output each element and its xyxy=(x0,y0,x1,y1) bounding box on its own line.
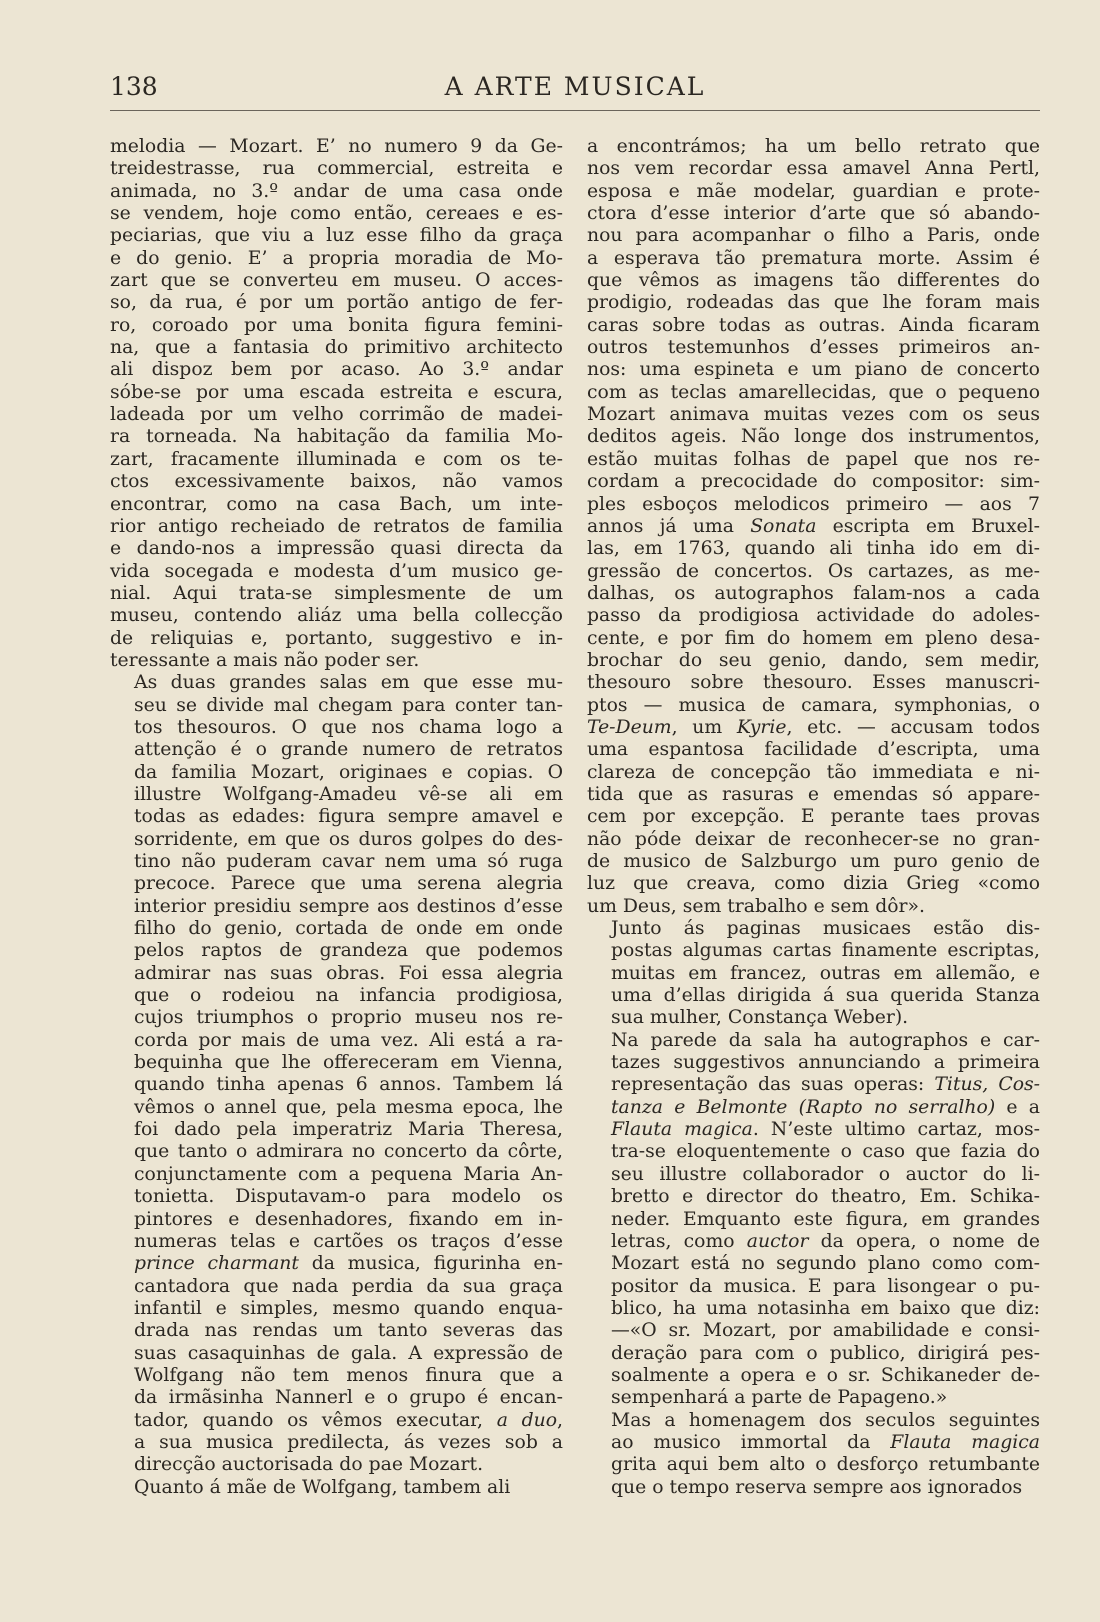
text-line xyxy=(110,717,563,739)
text-line xyxy=(587,1030,1040,1052)
text-run: um Deus, sem trabalho e sem dôr». xyxy=(587,895,925,917)
text-run: e do genio. E’ a propria moradia de Mo- xyxy=(110,247,563,269)
text-run: numeras telas e cartões os traços d’esse xyxy=(134,1230,563,1252)
text-line xyxy=(110,1343,563,1365)
text-line xyxy=(587,873,1040,895)
text-run: a encontrámos; ha um bello retrato que xyxy=(587,136,1040,157)
text-run: ali dispoz bem por acaso. Ao 3.º andar xyxy=(110,359,563,381)
text-line xyxy=(587,1052,1040,1074)
text-run: se vendem, hoje como então, cereaes e es- xyxy=(110,203,563,225)
text-line xyxy=(587,337,1040,359)
text-run: brochar do seu genio, dando, sem medir, xyxy=(587,649,1040,671)
text-line xyxy=(587,650,1040,672)
text-line xyxy=(110,516,563,538)
italic-text: prince charmant xyxy=(134,1253,299,1275)
text-run: nou para acompanhar o filho a Paris, onde xyxy=(587,225,1040,247)
text-line xyxy=(587,784,1040,806)
text-line xyxy=(110,918,563,940)
text-line xyxy=(110,382,563,404)
right-column xyxy=(587,136,1040,1499)
text-run: ao musico immortal da xyxy=(611,1431,891,1453)
text-line xyxy=(587,181,1040,203)
text-line xyxy=(110,1007,563,1029)
text-line xyxy=(110,1387,563,1409)
text-line xyxy=(110,181,563,203)
text-run: ra torneada. Na habitação da familia Mo- xyxy=(110,426,563,448)
italic-text: a duo xyxy=(496,1409,558,1431)
text-run: e a xyxy=(995,1096,1040,1118)
text-line xyxy=(110,1253,563,1275)
text-line xyxy=(110,628,563,650)
text-line xyxy=(110,225,563,247)
paragraph xyxy=(587,918,1040,1030)
text-run: pelos raptos de grandeza que podemos xyxy=(134,940,563,962)
header-rule xyxy=(110,110,1040,111)
text-run: tonietta. Disputavam-o para modelo os xyxy=(134,1186,563,1208)
text-run: Wolfgang não tem menos finura que a xyxy=(134,1364,563,1386)
text-line xyxy=(110,1320,563,1342)
text-run: seu se divide mal chegam para conter tan- xyxy=(134,694,563,716)
text-run: tino não puderam cavar nem uma só ruga xyxy=(134,851,563,872)
text-run: sempenhará a parte de Papageno.» xyxy=(611,1387,948,1409)
text-line xyxy=(110,1097,563,1119)
text-run: clareza de concepção tão immediata e ni- xyxy=(587,761,1040,783)
text-line xyxy=(110,829,563,851)
italic-text: tanza e Belmonte (Rapto no serralho) xyxy=(611,1096,996,1118)
text-run: foi dado pela imperatriz Maria Theresa, xyxy=(134,1119,563,1141)
text-line xyxy=(587,494,1040,516)
paragraph xyxy=(587,1410,1040,1499)
text-run: Mas a homenagem dos seculos seguintes xyxy=(611,1409,1040,1431)
paragraph xyxy=(110,672,563,1476)
text-line xyxy=(110,1186,563,1208)
text-run: grita aqui bem alto o desforço retumbante xyxy=(611,1454,1040,1476)
text-line xyxy=(587,292,1040,314)
text-run: ctora d’esse interior d’arte que só abando- xyxy=(587,203,1040,225)
text-line xyxy=(110,1052,563,1074)
text-run: estão muitas folhas de papel que nos re- xyxy=(587,448,1040,470)
text-run: Na parede da sala ha autographos e car- xyxy=(611,1029,1040,1051)
text-run: cujos triumphos o proprio museu nos re- xyxy=(134,1007,563,1029)
text-line xyxy=(587,605,1040,627)
text-run: da familia Mozart, originaes e copias. O xyxy=(134,761,563,783)
text-line xyxy=(110,896,563,918)
text-run: gressão de concertos. Os cartazes, as me- xyxy=(587,560,1040,582)
text-line xyxy=(110,292,563,314)
text-line xyxy=(110,136,563,158)
text-line xyxy=(587,806,1040,828)
text-run: —«O sr. Mozart, por amabilidade e consi- xyxy=(611,1320,1040,1342)
text-line xyxy=(110,1141,563,1163)
text-run: nial. Aqui trata-se simplesmente de um xyxy=(110,582,563,604)
text-line xyxy=(587,583,1040,605)
text-line xyxy=(110,806,563,828)
text-run: blico, ha uma notasinha em baixo que diz: xyxy=(611,1297,1040,1319)
text-line xyxy=(587,315,1040,337)
text-line xyxy=(587,1097,1040,1119)
text-run: thesouro sobre thesouro. Esses manuscri- xyxy=(587,672,1040,694)
text-line xyxy=(587,1320,1040,1342)
text-line xyxy=(110,337,563,359)
text-run: que tanto o admirara no concerto da côrte, xyxy=(134,1141,563,1163)
text-line xyxy=(587,1007,1040,1029)
text-run: peciarias, que viu a luz esse filho da graça xyxy=(110,225,563,247)
text-run: drada nas rendas um tanto severas das xyxy=(134,1320,563,1342)
text-line xyxy=(587,471,1040,493)
text-run: Mozart animava muitas vezes com os seus xyxy=(587,404,1040,426)
text-run: da opera, o nome de xyxy=(808,1230,1040,1252)
text-run: direcção auctorisada do pae Mozart. xyxy=(134,1454,484,1476)
text-run: illustre Wolfgang-Amadeu vê-se ali em xyxy=(134,783,563,805)
text-run: soalmente a opera e o sr. Schikaneder de- xyxy=(611,1364,1040,1386)
text-line xyxy=(110,203,563,225)
text-line xyxy=(110,1030,563,1052)
text-line xyxy=(587,1410,1040,1432)
text-run: rior antigo recheiado de retratos de familia xyxy=(110,515,563,537)
italic-text: Kyrie xyxy=(736,716,787,738)
text-run: que o tempo reserva sempre aos ignorados xyxy=(611,1476,1023,1498)
text-line xyxy=(110,426,563,448)
text-line xyxy=(587,1209,1040,1231)
text-run: Mozart está no segundo plano como com- xyxy=(611,1253,1040,1275)
text-line xyxy=(110,158,563,180)
text-line xyxy=(587,672,1040,694)
text-run: sorridente, em que os duros golpes do des- xyxy=(134,828,563,850)
text-line xyxy=(587,1432,1040,1454)
text-line xyxy=(587,896,1040,918)
text-run: uma d’ellas dirigida á sua querida Stanza xyxy=(611,985,1040,1007)
text-run: admirar nas suas obras. Foi essa alegria xyxy=(134,962,563,984)
italic-text: Te-Deum xyxy=(587,716,672,738)
text-line xyxy=(587,248,1040,270)
text-line xyxy=(110,315,563,337)
text-run: vida socegada e modesta d’um musico ge- xyxy=(110,560,563,582)
text-run: teressante a mais não poder ser. xyxy=(110,649,420,671)
text-line xyxy=(587,1298,1040,1320)
text-run: Quanto á mãe de Wolfgang, tambem ali xyxy=(134,1476,511,1498)
text-run: uma espantosa facilidade d’escripta, uma xyxy=(587,739,1040,761)
paragraph xyxy=(587,136,1040,918)
paragraph xyxy=(110,136,563,672)
text-run: escripta em Bruxel- xyxy=(816,515,1041,537)
text-run: conjunctamente com a pequena Maria An- xyxy=(134,1163,563,1185)
text-run: vêmos o annel que, pela mesma epoca, lhe xyxy=(134,1096,563,1118)
text-run: positor da musica. E para lisongear o pu- xyxy=(611,1275,1040,1297)
text-line xyxy=(587,382,1040,404)
text-line xyxy=(587,695,1040,717)
text-run: sóbe-se por uma escada estreita e escura, xyxy=(110,381,563,403)
text-line xyxy=(110,605,563,627)
text-run: pintores e desenhadores, fixando em in- xyxy=(134,1208,563,1230)
text-run: attenção é o grande numero de retratos xyxy=(134,739,563,761)
text-run: deração para com o publico, dirigirá pes- xyxy=(611,1342,1040,1364)
text-line xyxy=(110,985,563,1007)
text-run: a sua musica predilecta, ás vezes sob a xyxy=(134,1431,563,1453)
text-line xyxy=(587,1365,1040,1387)
text-line xyxy=(587,1454,1040,1476)
text-run: annos já uma xyxy=(587,515,751,537)
text-line xyxy=(587,739,1040,761)
text-line xyxy=(110,940,563,962)
text-run: e dando-nos a impressão quasi directa da xyxy=(110,538,563,560)
text-line xyxy=(110,851,563,873)
text-run: cordam a precocidade do compositor: sim- xyxy=(587,471,1040,493)
paragraph xyxy=(587,1030,1040,1410)
italic-text: auctor xyxy=(746,1230,809,1252)
text-line xyxy=(587,963,1040,985)
text-line xyxy=(110,1209,563,1231)
text-line xyxy=(587,561,1040,583)
text-run: caras sobre todas as outras. Ainda ficaram xyxy=(587,314,1040,336)
text-line xyxy=(110,583,563,605)
text-run: representação das suas operas: xyxy=(611,1074,935,1096)
text-line xyxy=(587,762,1040,784)
text-line xyxy=(587,225,1040,247)
text-line xyxy=(110,1276,563,1298)
text-run: seu illustre collaborador o auctor do li- xyxy=(611,1163,1040,1185)
text-run: filho do genio, cortada de onde em onde xyxy=(134,918,563,940)
text-line xyxy=(587,1186,1040,1208)
text-line xyxy=(587,717,1040,739)
text-line xyxy=(587,1343,1040,1365)
text-run: corda por mais de uma vez. Ali está a ra- xyxy=(134,1029,563,1051)
text-run: museu, contendo aliáz uma bella collecção xyxy=(110,605,563,627)
text-line xyxy=(587,851,1040,873)
text-run: todas as edades: figura sempre amavel e xyxy=(134,806,563,828)
text-line xyxy=(587,538,1040,560)
text-line xyxy=(587,985,1040,1007)
text-line xyxy=(587,1119,1040,1141)
text-run: muitas em francez, outras em allemão, e xyxy=(611,962,1040,984)
text-run: Junto ás paginas musicaes estão dis- xyxy=(611,918,1040,940)
text-run: animada, no 3.º andar de uma casa onde xyxy=(110,180,563,202)
text-line xyxy=(587,426,1040,448)
text-line xyxy=(110,1298,563,1320)
text-line xyxy=(110,1410,563,1432)
text-run: que o rodeiou na infancia prodigiosa, xyxy=(134,985,563,1007)
italic-text: Flauta magica xyxy=(890,1431,1040,1453)
text-run: de musico de Salzburgo um puro genio de xyxy=(587,851,1040,872)
text-line xyxy=(587,829,1040,851)
text-run: melodia — Mozart. E’ no numero 9 da Ge- xyxy=(110,136,563,157)
text-run: sua mulher, Constança Weber). xyxy=(611,1007,909,1029)
paragraph xyxy=(110,1477,563,1499)
text-run: de reliquias e, portanto, suggestivo e in- xyxy=(110,627,563,649)
text-line xyxy=(110,784,563,806)
text-line xyxy=(110,404,563,426)
running-header xyxy=(110,72,1040,106)
text-line xyxy=(110,1432,563,1454)
text-line xyxy=(110,1477,563,1499)
text-line xyxy=(110,873,563,895)
text-line xyxy=(587,1164,1040,1186)
text-run: las, em 1763, quando ali tinha ido em di- xyxy=(587,538,1040,560)
text-line xyxy=(587,136,1040,158)
text-run: precoce. Parece que uma serena alegria xyxy=(134,873,563,895)
italic-text: Titus, Cos- xyxy=(934,1074,1040,1096)
text-run: não póde deixar de reconhecer-se no gran- xyxy=(587,828,1040,850)
text-run: , xyxy=(557,1409,563,1431)
text-run: a esperava tão prematura morte. Assim é xyxy=(587,247,1040,269)
left-column xyxy=(110,136,563,1499)
text-run: prodigio, rodeadas das que lhe foram mais xyxy=(587,292,1040,314)
text-run: so, da rua, é por um portão antigo de fer- xyxy=(110,292,563,314)
italic-text: Sonata xyxy=(750,515,817,537)
text-run: passo da prodigiosa actividade do adoles- xyxy=(587,605,1040,627)
text-run: nos: uma espineta e um piano de concerto xyxy=(587,359,1040,381)
text-run: ctos excessivamente baixos, não vamos xyxy=(110,471,563,493)
text-line xyxy=(110,739,563,761)
text-line xyxy=(587,1477,1040,1499)
text-line xyxy=(587,158,1040,180)
text-run: , um xyxy=(671,716,737,738)
text-line xyxy=(110,1365,563,1387)
text-run: , etc. — accusam todos xyxy=(786,716,1040,738)
text-run: quando tinha apenas 6 annos. Tambem lá xyxy=(134,1074,563,1096)
text-line xyxy=(110,1164,563,1186)
text-line xyxy=(110,359,563,381)
text-line xyxy=(587,270,1040,292)
text-line xyxy=(587,1253,1040,1275)
text-run: tos thesouros. O que nos chama logo a xyxy=(134,716,563,738)
text-line xyxy=(587,516,1040,538)
text-run: letras, como xyxy=(611,1230,747,1252)
text-run: cente, e por fim do homem em pleno desa- xyxy=(587,627,1040,649)
text-line xyxy=(110,650,563,672)
text-line xyxy=(587,1231,1040,1253)
text-line xyxy=(110,561,563,583)
page-number: 138 xyxy=(110,72,158,101)
text-run: zart que se converteu em museu. O acces- xyxy=(110,270,563,292)
text-run: com as teclas amarellecidas, que o pequeno xyxy=(587,381,1040,403)
italic-text: Flauta magica xyxy=(611,1119,753,1141)
text-line xyxy=(110,1119,563,1141)
text-run: tador, quando os vêmos executar, xyxy=(134,1409,497,1431)
text-run: cantadora que nada perdia da sua graça xyxy=(134,1275,563,1297)
text-run: As duas grandes salas em que esse mu- xyxy=(134,672,563,694)
text-run: interior presidiu sempre aos destinos d’esse xyxy=(134,895,563,917)
text-line xyxy=(110,248,563,270)
text-run: encontrar, como na casa Bach, um inte- xyxy=(110,493,563,515)
text-line xyxy=(110,270,563,292)
text-line xyxy=(587,1276,1040,1298)
text-run: neder. Emquanto este figura, em grandes xyxy=(611,1208,1040,1230)
text-run: na, que a fantasia do primitivo architecto xyxy=(110,337,563,359)
text-line xyxy=(587,1141,1040,1163)
text-run: que vêmos as imagens tão differentes do xyxy=(587,270,1040,292)
text-line xyxy=(110,494,563,516)
text-line xyxy=(587,203,1040,225)
text-run: esposa e mãe modelar, guardian e prote- xyxy=(587,180,1040,202)
text-run: tra-se eloquentemente o caso que fazia do xyxy=(611,1141,1040,1163)
text-run: . N’este ultimo cartaz, mos- xyxy=(752,1119,1040,1141)
text-line xyxy=(110,672,563,694)
text-run: ples esboços melodicos primeiro — aos 7 xyxy=(587,493,1040,515)
text-line xyxy=(587,404,1040,426)
text-line xyxy=(587,628,1040,650)
text-line xyxy=(587,449,1040,471)
text-run: treidestrasse, rua commercial, estreita e xyxy=(110,158,563,180)
text-line xyxy=(587,1387,1040,1409)
text-run: ptos — musica de camara, symphonias, o xyxy=(587,694,1040,716)
text-run: luz que creava, como dizia Grieg «como xyxy=(587,873,1040,895)
text-run: ro, coroado por uma bonita figura femini- xyxy=(110,314,563,336)
text-run: ladeada por um velho corrimão de madei- xyxy=(110,404,563,426)
text-run: zart, fracamente illuminada e com os te- xyxy=(110,448,563,470)
text-line xyxy=(110,963,563,985)
text-line xyxy=(587,940,1040,962)
text-run: nos vem recordar essa amavel Anna Pertl, xyxy=(587,158,1040,180)
text-line xyxy=(110,449,563,471)
text-run: bretto e director do theatro, Em. Schika- xyxy=(611,1186,1040,1208)
text-run: dalhas, os autographos falam-nos a cada xyxy=(587,582,1040,604)
text-line xyxy=(110,695,563,717)
text-run: infantil e simples, mesmo quando enqua- xyxy=(134,1297,563,1319)
text-run: da musica, figurinha en- xyxy=(298,1253,563,1275)
text-run: bequinha que lhe offereceram em Vienna, xyxy=(134,1052,563,1074)
text-line xyxy=(110,1074,563,1096)
text-run: tida que as rasuras e emendas só appare- xyxy=(587,783,1040,805)
text-run: suas casaquinhas de gala. A expressão de xyxy=(134,1342,563,1364)
text-run: outros testemunhos d’esses primeiros an- xyxy=(587,337,1040,359)
text-line xyxy=(587,1074,1040,1096)
text-line xyxy=(587,359,1040,381)
text-run: da irmãsinha Nannerl e o grupo é encan- xyxy=(134,1387,563,1409)
text-run: postas algumas cartas finamente escriptas, xyxy=(611,940,1040,962)
text-line xyxy=(587,918,1040,940)
text-run: deditos ageis. Não longe dos instrumentos, xyxy=(587,426,1040,448)
running-title: A ARTE MUSICAL xyxy=(444,72,706,101)
text-line xyxy=(110,1454,563,1476)
text-run: cem por excepção. E perante taes provas xyxy=(587,806,1040,828)
text-run: tazes suggestivos annunciando a primeira xyxy=(611,1052,1040,1074)
text-line xyxy=(110,762,563,784)
text-line xyxy=(110,471,563,493)
text-line xyxy=(110,538,563,560)
text-line xyxy=(110,1231,563,1253)
